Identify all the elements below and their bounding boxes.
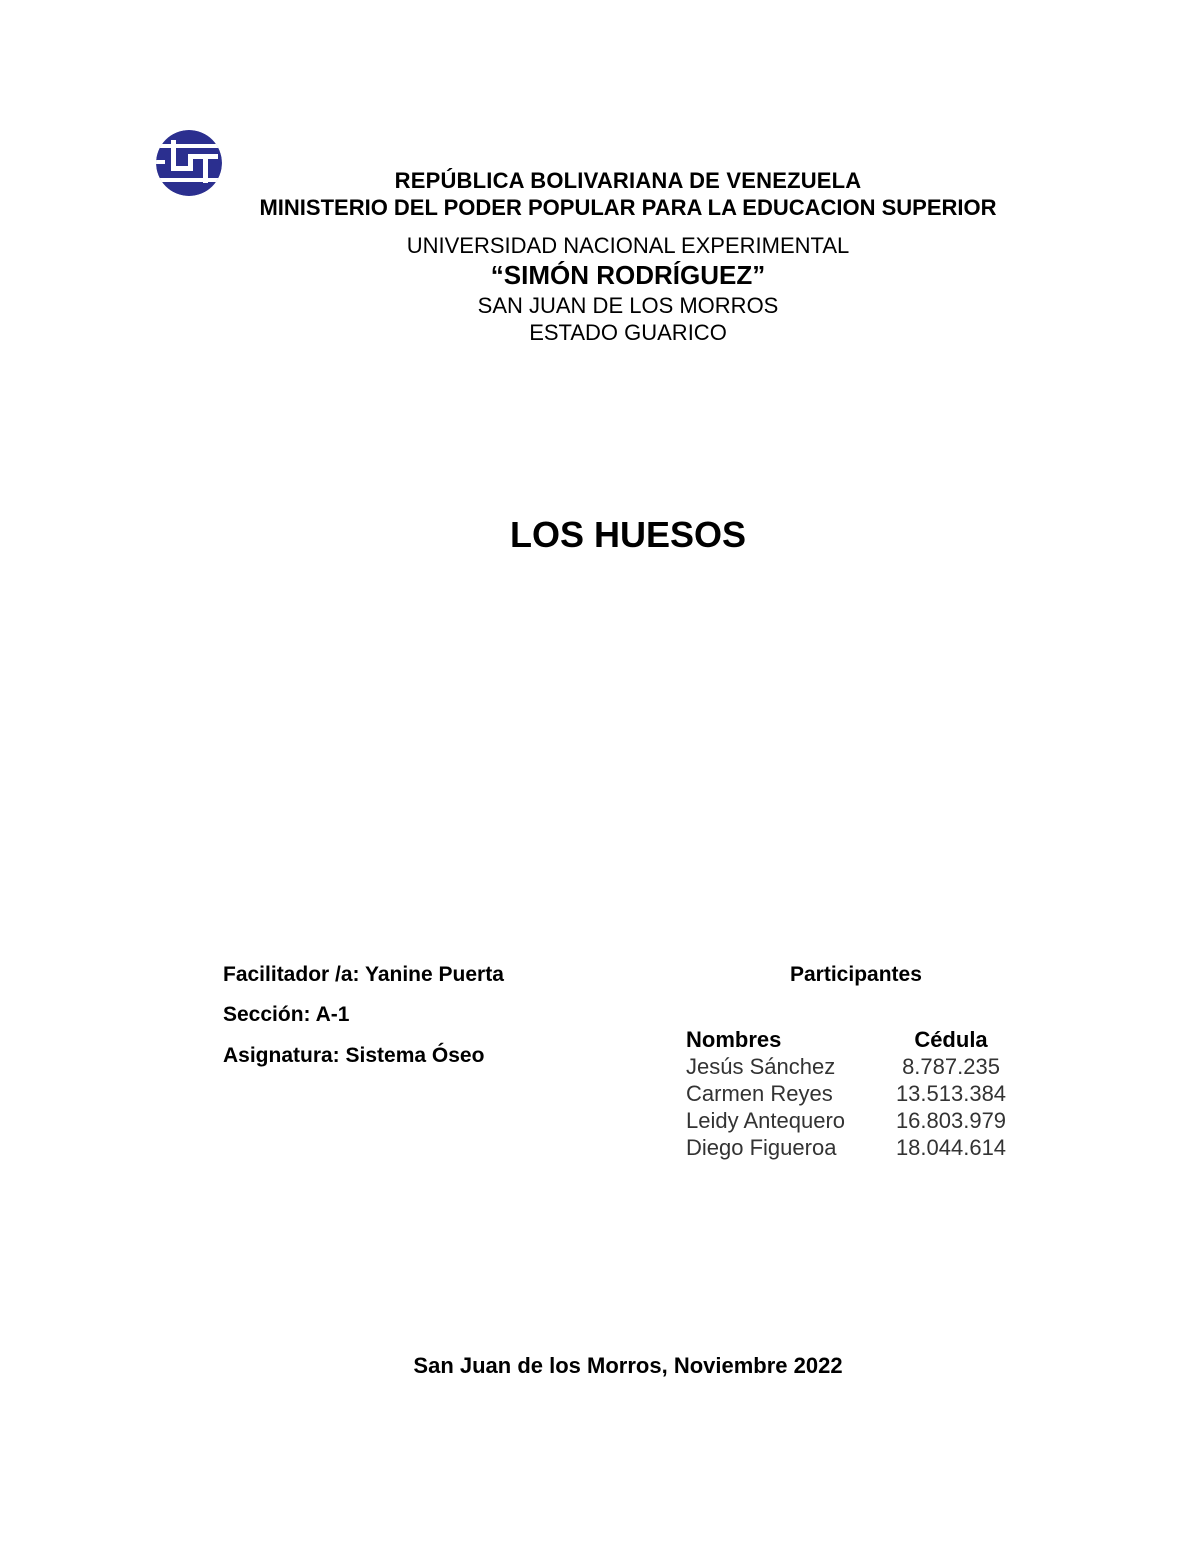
participant-id: 18.044.614 — [895, 1135, 1007, 1160]
header-country: REPÚBLICA BOLIVARIANA DE VENEZUELA — [394, 168, 862, 193]
participants-heading: Participantes — [790, 963, 922, 986]
participant-name: Diego Figueroa — [686, 1135, 837, 1160]
header-ministry: MINISTERIO DEL PODER POPULAR PARA LA EDUCACION SUPERIOR — [259, 195, 997, 220]
column-header-id: Cédula — [914, 1027, 988, 1052]
place-date-footer: San Juan de los Morros, Noviembre 2022 — [413, 1353, 843, 1378]
header-state: ESTADO GUARICO — [529, 320, 727, 345]
participant-id: 13.513.384 — [895, 1081, 1007, 1106]
participant-name: Leidy Antequero — [686, 1108, 846, 1133]
subject-line: Asignatura: Sistema Óseo — [223, 1044, 485, 1067]
header-city: SAN JUAN DE LOS MORROS — [477, 293, 779, 318]
participant-id: 8.787.235 — [902, 1054, 1000, 1079]
header-university-name: “SIMÓN RODRÍGUEZ” — [490, 260, 766, 290]
participant-id: 16.803.979 — [895, 1108, 1007, 1133]
document-title: LOS HUESOS — [509, 514, 747, 555]
participant-name: Jesús Sánchez — [686, 1054, 836, 1079]
section-line: Sección: A-1 — [223, 1003, 350, 1026]
column-header-names: Nombres — [686, 1027, 782, 1052]
facilitator-line: Facilitador /a: Yanine Puerta — [223, 963, 504, 986]
participant-name: Carmen Reyes — [686, 1081, 833, 1106]
header-university: UNIVERSIDAD NACIONAL EXPERIMENTAL — [406, 233, 850, 258]
